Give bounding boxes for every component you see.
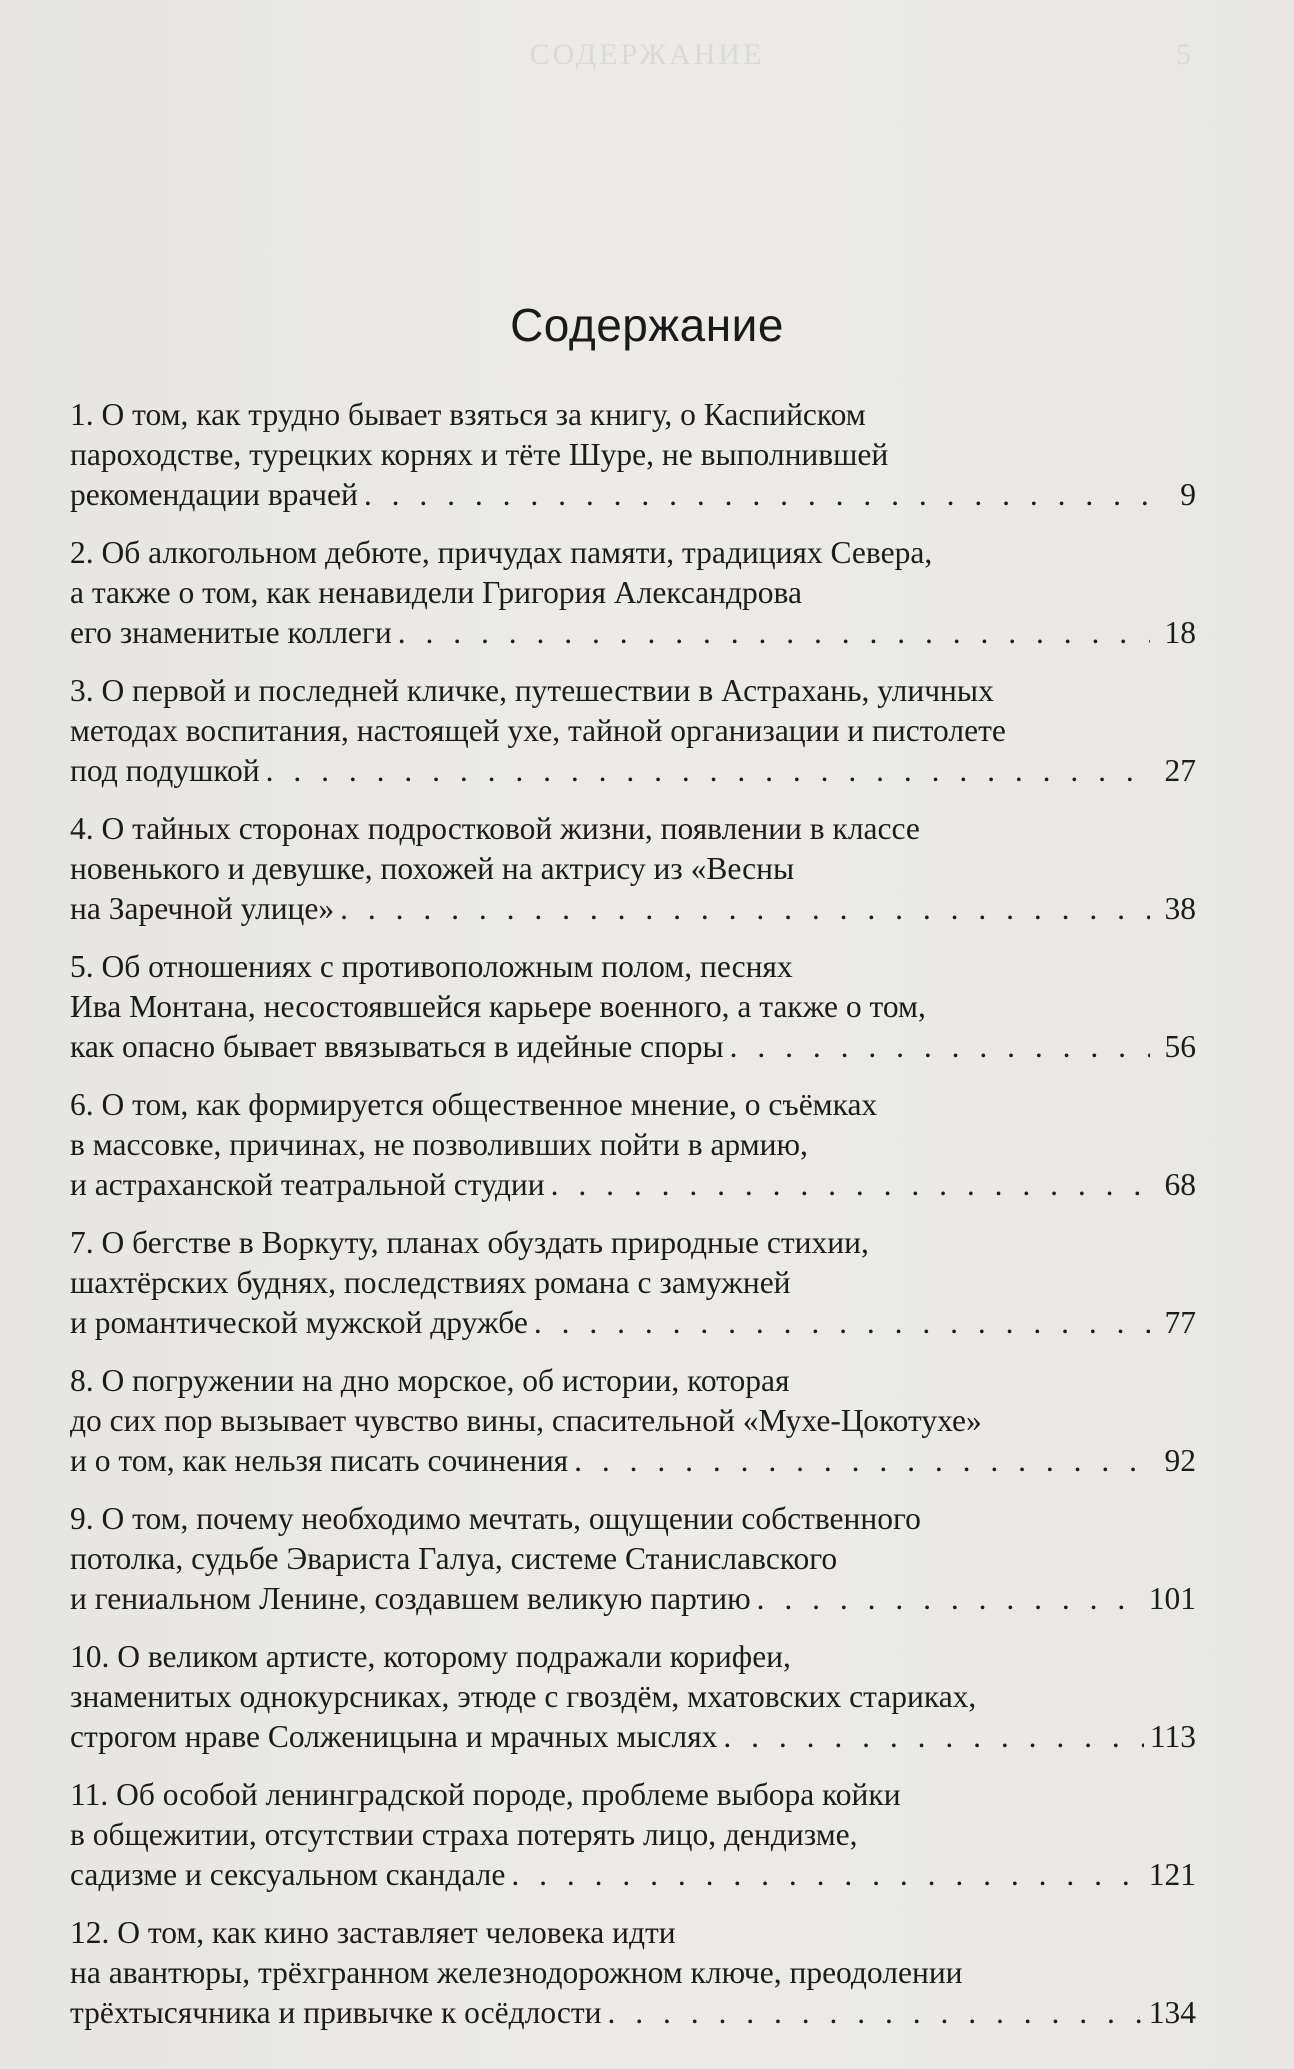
toc-entry-line: шахтёрских буднях, последствиях романа с замужней (70, 1265, 791, 1300)
toc-page-number: 134 (1148, 1995, 1196, 2030)
toc-entry-line: 8. О погружении на дно морское, об истории, которая (70, 1363, 790, 1398)
toc-entry-line: в общежитии, отсутствии страха потерять лицо, дендизме, (70, 1817, 858, 1852)
toc-entry-line: и астраханской театральной студии (70, 1167, 545, 1202)
toc-entry-line: пароходстве, турецких корнях и тёте Шуре, не выполнившей (70, 437, 889, 472)
dot-leader (534, 1303, 1150, 1343)
toc-entry (70, 809, 1196, 929)
dot-leader (723, 1717, 1144, 1757)
toc-entry (70, 395, 1196, 515)
toc-entry-last-line (70, 475, 1196, 515)
toc-entry-line: на авантюры, трёхгранном железнодорожном ключе, преодолении (70, 1955, 963, 1990)
dot-leader (398, 613, 1150, 653)
running-page-number: 5 (1176, 38, 1194, 71)
toc-entry-line: методах воспитания, настоящей ухе, тайной организации и пистолете (70, 713, 1006, 748)
toc-entry-line: его знаменитые коллеги (70, 615, 392, 650)
toc-entry-line: 9. О том, почему необходимо мечтать, ощущении собственного (70, 1501, 921, 1536)
toc-entry-last-line (70, 1993, 1196, 2033)
toc-entry-line: под подушкой (70, 753, 260, 788)
toc-entry-line: 2. Об алкогольном дебюте, причудах памяти, традициях Севера, (70, 535, 933, 570)
toc-entry-line: трёхтысячника и привычке к осёдлости (70, 1995, 602, 2030)
toc-entry-last-line (70, 751, 1196, 791)
running-header (0, 38, 1294, 78)
toc-entry (70, 947, 1196, 1067)
toc-entry-line: и гениальном Ленине, создавшем великую партию (70, 1581, 751, 1616)
toc-entry (70, 1775, 1196, 1895)
toc-page-number: 9 (1180, 477, 1196, 512)
toc-entry (70, 1637, 1196, 1757)
toc-entry-last-line (70, 1165, 1196, 1205)
page-title: Содержание (510, 299, 784, 351)
toc-entry (70, 1223, 1196, 1343)
toc-page-number: 77 (1164, 1305, 1196, 1340)
dot-leader (551, 1165, 1150, 1205)
toc-entry-line: потолка, судьбе Эвариста Галуа, системе Станиславского (70, 1541, 838, 1576)
toc-entry-line: на Заречной улице» (70, 891, 335, 926)
toc-page-number: 68 (1164, 1167, 1196, 1202)
dot-leader (608, 1993, 1143, 2033)
toc-entry-line: в массовке, причинах, не позволивших пойти в армию, (70, 1127, 808, 1162)
dot-leader (364, 475, 1150, 515)
toc-entry-line: и романтической мужской дружбе (70, 1305, 528, 1340)
toc-entry-last-line (70, 1027, 1196, 1067)
toc-entry (70, 1499, 1196, 1619)
toc-page-number: 101 (1148, 1581, 1196, 1616)
toc-page-number: 113 (1149, 1719, 1196, 1754)
dot-leader (340, 889, 1150, 929)
running-title: СОДЕРЖАНИЕ (529, 38, 765, 71)
toc-entry (70, 1913, 1196, 2033)
table-of-contents (70, 395, 1196, 2051)
toc-entry-line: новенького и девушке, похожей на актрису из «Весны (70, 851, 795, 886)
toc-entry-line: 7. О бегстве в Воркуту, планах обуздать природные стихии, (70, 1225, 869, 1260)
toc-page-number: 18 (1164, 615, 1196, 650)
toc-entry-line: 6. О том, как формируется общественное мнение, о съёмках (70, 1087, 878, 1122)
toc-entry (70, 1085, 1196, 1205)
dot-leader (511, 1855, 1142, 1895)
toc-entry-line: как опасно бывает ввязываться в идейные споры (70, 1029, 724, 1064)
toc-page-number: 121 (1148, 1857, 1196, 1892)
toc-entry (70, 1361, 1196, 1481)
toc-entry-last-line (70, 1441, 1196, 1481)
toc-entry-line: 3. О первой и последней кличке, путешествии в Астрахань, уличных (70, 673, 994, 708)
toc-entry-line: садизме и сексуальном скандале (70, 1857, 506, 1892)
toc-page-number: 27 (1164, 753, 1196, 788)
toc-page-number: 56 (1164, 1029, 1196, 1064)
toc-entry-line: рекомендации врачей (70, 477, 358, 512)
toc-page-number: 38 (1164, 891, 1196, 926)
toc-entry-last-line (70, 1717, 1196, 1757)
toc-entry-line: 5. Об отношениях с противоположным полом, песнях (70, 949, 793, 984)
toc-entry-line: и о том, как нельзя писать сочинения (70, 1443, 569, 1478)
dot-leader (266, 751, 1150, 791)
dot-leader (757, 1579, 1143, 1619)
toc-entry-line: 4. О тайных сторонах подростковой жизни, появлении в классе (70, 811, 920, 846)
toc-entry-line: знаменитых однокурсниках, этюде с гвоздём, мхатовских стариках, (70, 1679, 977, 1714)
toc-entry-line: до сих пор вызывает чувство вины, спасительной «Мухе-Цокотухе» (70, 1403, 982, 1438)
toc-entry-last-line (70, 1855, 1196, 1895)
toc-entry-line: 10. О великом артисте, которому подражали корифеи, (70, 1639, 791, 1674)
toc-entry-last-line (70, 1303, 1196, 1343)
toc-entry (70, 671, 1196, 791)
toc-entry-last-line (70, 1579, 1196, 1619)
toc-entry-line: а также о том, как ненавидели Григория Александрова (70, 575, 802, 610)
toc-entry-line: строгом нраве Солженицына и мрачных мыслях (70, 1719, 718, 1754)
toc-entry-line: Ива Монтана, несостоявшейся карьере военного, а также о том, (70, 989, 926, 1024)
toc-entry-line: 12. О том, как кино заставляет человека идти (70, 1915, 676, 1950)
toc-entry (70, 533, 1196, 653)
toc-entry-line: 11. Об особой ленинградской породе, проблеме выбора койки (70, 1777, 901, 1812)
dot-leader (730, 1027, 1150, 1067)
dot-leader (574, 1441, 1150, 1481)
toc-entry-last-line (70, 613, 1196, 653)
toc-entry-line: 1. О том, как трудно бывает взяться за книгу, о Каспийском (70, 397, 866, 432)
toc-page-number: 92 (1164, 1443, 1196, 1478)
toc-entry-last-line (70, 889, 1196, 929)
